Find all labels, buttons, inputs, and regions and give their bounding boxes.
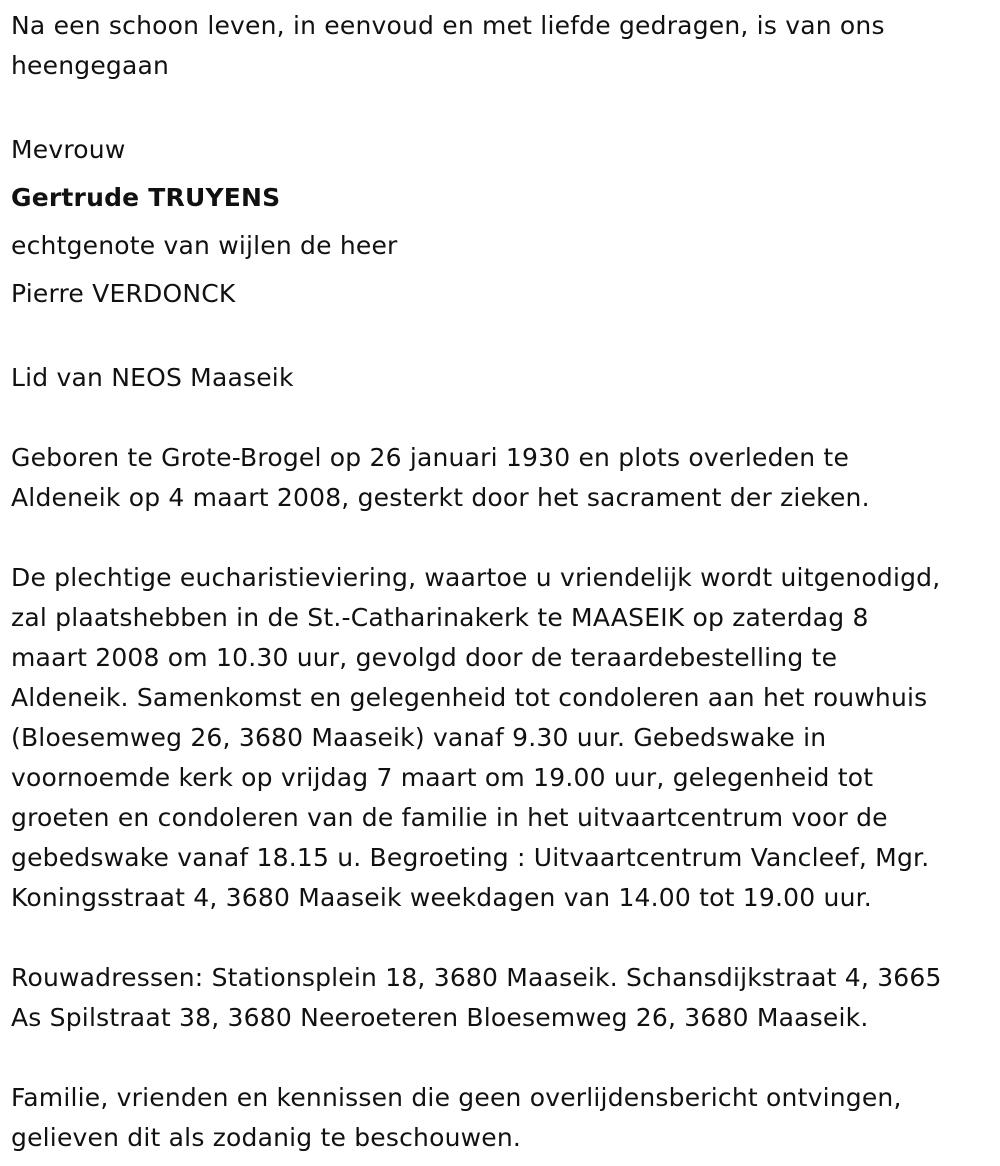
paragraph-gap: [11, 398, 991, 438]
intro-line: heengegaan: [11, 51, 170, 80]
paragraph-gap: [11, 518, 991, 558]
deceased-name-block: [11, 126, 991, 318]
ceremony-line: (Bloesemweg 26, 3680 Maaseik) vanaf 9.30 uur. Gebedswake in: [11, 723, 827, 752]
paragraph-gap: [11, 918, 991, 958]
paragraph-gap: [11, 86, 991, 126]
membership-paragraph: [11, 358, 991, 398]
birth-death-paragraph: [11, 438, 991, 518]
title: Mevrouw: [11, 135, 126, 164]
birth-death-line: Aldeneik op 4 maart 2008, gesterkt door het sacrament der zieken.: [11, 483, 870, 512]
deceased-name: Gertrude TRUYENS: [11, 183, 281, 212]
ceremony-paragraph: [11, 558, 991, 918]
closing-line: gelieven dit als zodanig te beschouwen.: [11, 1123, 522, 1152]
address-line: Rouwadressen: Stationsplein 18, 3680 Maaseik. Schansdijkstraat 4, 3665: [11, 963, 942, 992]
ceremony-line: voornoemde kerk op vrijdag 7 maart om 19.00 uur, gelegenheid tot: [11, 763, 874, 792]
spouse-name: Pierre VERDONCK: [11, 279, 236, 308]
paragraph-gap: [11, 1038, 991, 1078]
intro-line: Na een schoon leven, in eenvoud en met liefde gedragen, is van ons: [11, 11, 885, 40]
paragraph-gap: [11, 318, 991, 358]
ceremony-line: Koningsstraat 4, 3680 Maaseik weekdagen van 14.00 tot 19.00 uur.: [11, 883, 872, 912]
closing-line: Familie, vrienden en kennissen die geen overlijdensbericht ontvingen,: [11, 1083, 902, 1112]
membership: Lid van NEOS Maaseik: [11, 363, 294, 392]
ceremony-line: gebedswake vanaf 18.15 u. Begroeting : Uitvaartcentrum Vancleef, Mgr.: [11, 843, 930, 872]
relation: echtgenote van wijlen de heer: [11, 231, 398, 260]
ceremony-line: zal plaatshebben in de St.-Catharinakerk te MAASEIK op zaterdag 8: [11, 603, 869, 632]
ceremony-line: Aldeneik. Samenkomst en gelegenheid tot condoleren aan het rouwhuis: [11, 683, 928, 712]
birth-death-line: Geboren te Grote-Brogel op 26 januari 1930 en plots overleden te: [11, 443, 850, 472]
ceremony-line: groeten en condoleren van de familie in het uitvaartcentrum voor de: [11, 803, 888, 832]
address-line: As Spilstraat 38, 3680 Neeroeteren Bloesemweg 26, 3680 Maaseik.: [11, 1003, 869, 1032]
ceremony-line: De plechtige eucharistieviering, waartoe u vriendelijk wordt uitgenodigd,: [11, 563, 941, 592]
intro-paragraph: [11, 6, 991, 86]
closing-paragraph: [11, 1078, 991, 1158]
ceremony-line: maart 2008 om 10.30 uur, gevolgd door de teraardebestelling te: [11, 643, 838, 672]
addresses-paragraph: [11, 958, 991, 1038]
obituary-notice: [11, 6, 991, 1158]
